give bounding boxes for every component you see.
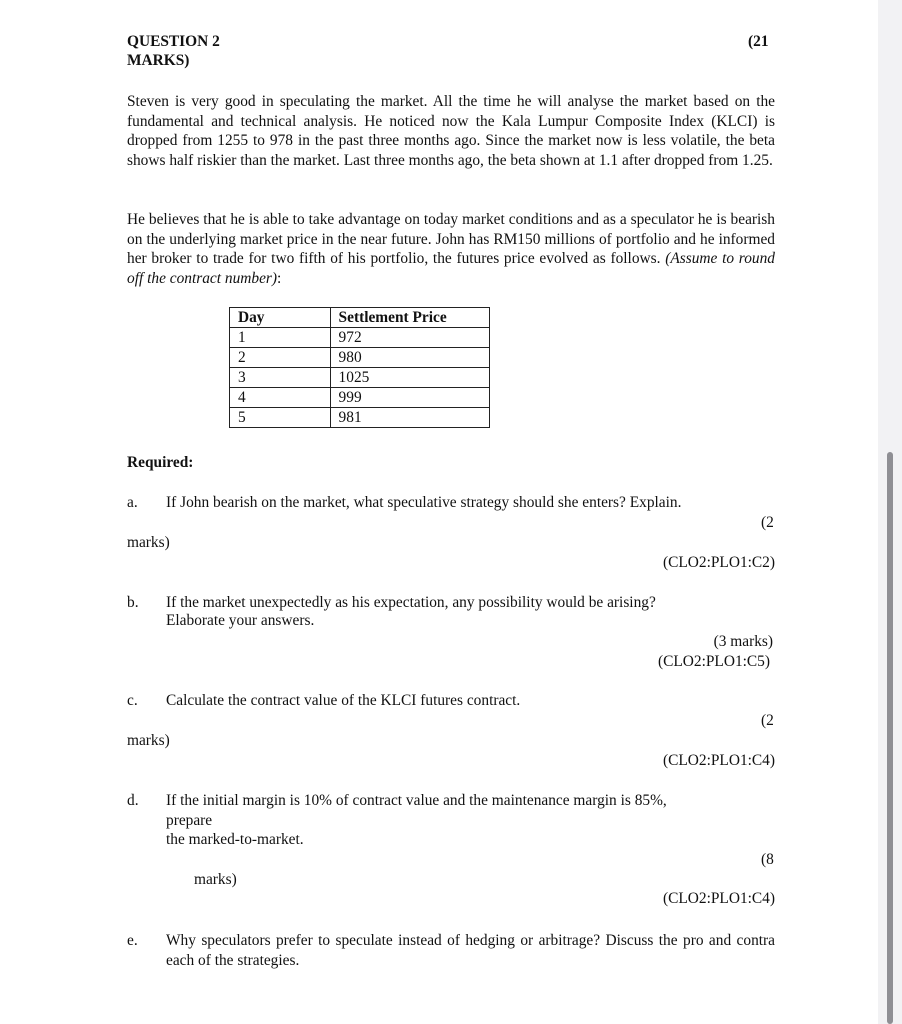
item-d-text-line1: If the initial margin is 10% of contract value and the maintenance margin is 85%, — [166, 792, 667, 809]
paragraph-portfolio-note: (Assume to round off the contract number) — [127, 250, 776, 287]
item-c-letter: c. — [127, 692, 138, 709]
item-d-text-line2: prepare — [166, 812, 213, 829]
table-cell-price: 999 — [330, 388, 489, 408]
item-d-text-line3: the marked-to-market. — [166, 831, 304, 848]
item-c-text: Calculate the contract value of the KLCI futures contract. — [166, 692, 521, 709]
paragraph-portfolio — [127, 210, 775, 288]
table-cell-day: 5 — [230, 408, 331, 428]
question-title: QUESTION 2 — [127, 33, 220, 50]
item-a-clo: (CLO2:PLO1:C2) — [662, 554, 775, 571]
item-d-marks-open: (8 — [761, 851, 774, 868]
table-cell-day: 3 — [230, 368, 331, 388]
item-c-marks-open: (2 — [761, 712, 774, 729]
item-e-letter: e. — [127, 932, 138, 949]
table-cell-price: 1025 — [330, 368, 489, 388]
table-row — [230, 388, 490, 408]
table-header-day: Day — [230, 308, 331, 328]
table-row — [230, 328, 490, 348]
table-row — [230, 348, 490, 368]
item-a-marks-open: (2 — [761, 514, 774, 531]
settlement-price-table — [229, 307, 490, 428]
table-row — [230, 408, 490, 428]
item-d-clo: (CLO2:PLO1:C4) — [662, 890, 775, 907]
item-c-clo: (CLO2:PLO1:C4) — [662, 752, 775, 769]
question-marks-close: MARKS) — [127, 52, 190, 69]
paragraph-portfolio-text: He believes that he is able to take advantage on today market conditions and as a speculator he is bearish on the underlying market price in the near future. John has RM150 millions of portfolio and he informed her broker to trade for two fifth of his portfolio, the futures price evolved as follows. — [127, 211, 775, 267]
item-e-text: Why speculators prefer to speculate instead of hedging or arbitrage? Discuss the pro and contra each of the strategies. — [166, 932, 775, 969]
item-d-letter: d. — [127, 792, 139, 809]
table-cell-day: 1 — [230, 328, 331, 348]
table-cell-price: 981 — [330, 408, 489, 428]
item-b-clo: (CLO2:PLO1:C5) — [657, 653, 770, 670]
table-cell-price: 972 — [330, 328, 489, 348]
question-marks-open: (21 — [748, 33, 769, 50]
table-header-price: Settlement Price — [330, 308, 489, 328]
item-b-marks: (3 marks) — [713, 633, 773, 650]
item-b-letter: b. — [127, 594, 139, 611]
item-a-text: If John bearish on the market, what speculative strategy should she enters? Explain. — [166, 494, 682, 511]
table-row — [230, 368, 490, 388]
item-a-marks-close: marks) — [127, 534, 170, 551]
item-c-marks-close: marks) — [127, 732, 170, 749]
table-cell-price: 980 — [330, 348, 489, 368]
scrollbar-thumb[interactable] — [887, 452, 893, 1024]
table-cell-day: 2 — [230, 348, 331, 368]
required-heading: Required: — [127, 454, 194, 471]
paragraph-portfolio-end: : — [277, 269, 282, 287]
table-cell-day: 4 — [230, 388, 331, 408]
table-header-row — [230, 308, 490, 328]
item-b-text-line2: Elaborate your answers. — [166, 612, 315, 629]
item-b-text-line1: If the market unexpectedly as his expectation, any possibility would be arising? — [166, 594, 656, 611]
paragraph-scenario: Steven is very good in speculating the market. All the time he will analyse the market based on the fundamental and technical analysis. He noticed now the Kala Lumpur Composite Index (KLCI) is dropped from 1255 to 978 in the past three months ago. Since the market now is less volatile, the beta shows half riskier than the market. Last three months ago, the beta shown at 1.1 after dropped from 1.25. — [127, 93, 775, 169]
item-d-marks-close: marks) — [194, 871, 237, 888]
item-a-letter: a. — [127, 494, 138, 511]
